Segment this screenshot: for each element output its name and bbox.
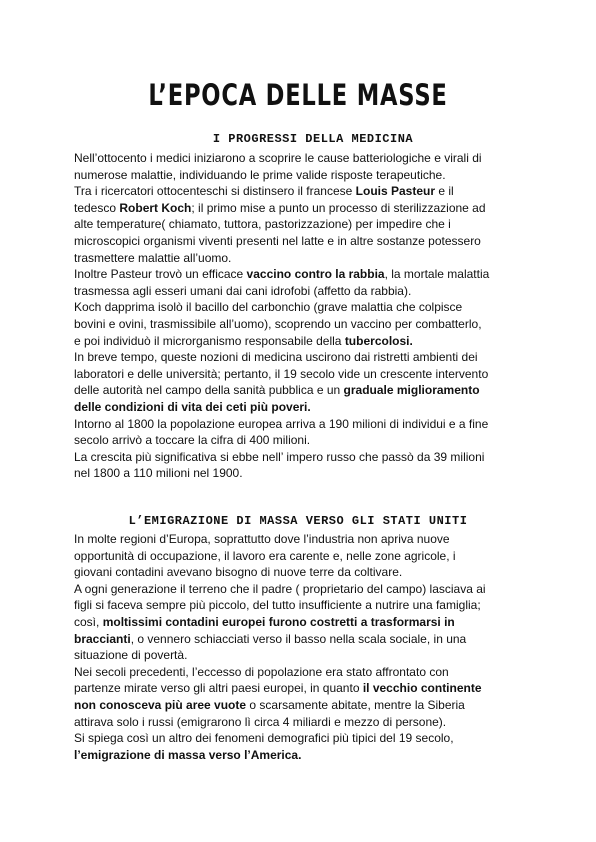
- text-run: Inoltre Pasteur trovò un efficace: [74, 267, 247, 282]
- text-run: Nei secoli precedenti, l’eccesso di popolazione era stato affrontato con: [74, 664, 449, 679]
- text-run: numerose malattie, individuando le prime valide risposte terapeutiche.: [74, 167, 446, 182]
- text-run: In molte regioni d’Europa, soprattutto dove l’industria non apriva nuove: [74, 532, 450, 546]
- section-body-medicina: [74, 150, 534, 482]
- text-line: [74, 697, 534, 714]
- text-run: , la mortale malattia: [384, 267, 490, 282]
- text-line: [74, 299, 534, 316]
- text-line: [74, 150, 534, 167]
- section-heading-medicina: I PROGRESSI DELLA MEDICINA: [212, 132, 414, 146]
- bold-text-run: moltissimi contadini europei furono costretti a trasformarsi in: [102, 614, 455, 629]
- text-line: [74, 531, 534, 548]
- text-run: bovini e ovini, trasmissibile all’uomo), scoprendo un vaccino per combatterlo,: [74, 316, 482, 331]
- text-line: [74, 631, 534, 648]
- text-run: In breve tempo, queste nozioni di medicina uscirono dai ristretti ambienti dei: [74, 350, 478, 365]
- text-line: [74, 216, 534, 233]
- text-run: delle autorità nel campo della sanità pubblica e un: [74, 383, 344, 398]
- text-run: tedesco: [74, 200, 120, 215]
- text-run: Intorno al 1800 la popolazione europea arriva a 190 milioni di individui e a fine: [74, 416, 489, 431]
- text-run: figli si faceva sempre più piccolo, del tutto insufficiente a nutrire una famiglia;: [74, 598, 481, 613]
- text-run: trasmessa agli esseri umani dai cani idrofobi (affetto da rabbia).: [74, 283, 412, 298]
- text-line: [74, 597, 534, 614]
- bold-text-run: Robert Koch: [119, 200, 192, 215]
- text-line: [74, 349, 534, 366]
- bold-text-run: non conosceva più aree vuote: [74, 697, 247, 712]
- text-run: giovani contadini avevano bisogno di nuove terre da coltivare.: [74, 565, 403, 580]
- text-line: [74, 714, 534, 731]
- text-run: o scarsamente abitate, mentre la Siberia: [246, 697, 465, 712]
- text-line: [74, 747, 534, 764]
- text-run: opportunità di occupazione, il lavoro era carente e, nelle zone agricole, i: [74, 548, 456, 563]
- text-run: trasmettere malattie all’uomo.: [74, 250, 232, 265]
- text-run: La crescita più significativa si ebbe nell’ impero russo che passò da 39 milioni: [74, 449, 485, 464]
- bold-text-run: l’emigrazione di massa verso l’America.: [74, 747, 302, 762]
- text-run: così,: [74, 614, 103, 629]
- bold-text-run: graduale miglioramento: [343, 383, 480, 398]
- text-line: [74, 283, 534, 300]
- text-line: [74, 680, 534, 697]
- text-run: Si spiega così un altro dei fenomeni demografici più tipici del 19 secolo,: [74, 731, 454, 746]
- text-line: [74, 233, 534, 250]
- page-title: L’EPOCA DELLE MASSE: [148, 78, 448, 112]
- text-run: nel 1800 a 110 milioni nel 1900.: [74, 466, 243, 481]
- text-run: Koch dapprima isolò il bacillo del carbonchio (grave malattia che colpisce: [74, 300, 463, 315]
- text-line: [74, 250, 534, 267]
- bold-text-run: Louis Pasteur: [355, 184, 436, 199]
- text-line: [74, 465, 534, 482]
- text-line: [74, 266, 534, 283]
- text-run: , o vennero schiacciati verso il basso nella scala sociale, in una: [130, 631, 467, 646]
- bold-text-run: delle condizioni di vita dei ceti più poveri.: [74, 399, 311, 414]
- text-line: [74, 614, 534, 631]
- text-line: [74, 366, 534, 383]
- text-run: situazione di povertà.: [74, 648, 188, 663]
- text-line: [74, 564, 534, 581]
- text-line: [74, 382, 534, 399]
- text-line: [74, 333, 534, 350]
- bold-text-run: braccianti: [74, 631, 131, 646]
- text-run: secolo arrivò a toccare la cifra di 400 milioni.: [74, 433, 311, 448]
- text-line: [74, 167, 534, 184]
- text-run: A ogni generazione il terreno che il padre ( proprietario del campo) lasciava ai: [74, 581, 486, 596]
- text-line: [74, 183, 534, 200]
- text-line: [74, 449, 534, 466]
- section-body-emigrazione: [74, 531, 534, 763]
- text-run: microscopici organismi viventi presenti nel latte e in altre sostanze potessero: [74, 233, 481, 248]
- text-run: Nell’ottocento i medici iniziarono a scoprire le cause batteriologiche e virali di: [74, 151, 482, 165]
- text-run: e il: [435, 184, 454, 199]
- text-run: e poi individuò il microrganismo responsabile della: [74, 333, 345, 348]
- text-line: [74, 200, 534, 217]
- text-line: [74, 548, 534, 565]
- text-run: partenze mirate verso gli altri paesi europei, in quanto: [74, 681, 363, 696]
- text-line: [74, 730, 534, 747]
- text-line: [74, 664, 534, 681]
- text-line: [74, 581, 534, 598]
- bold-text-run: tubercolosi.: [344, 333, 413, 348]
- text-run: Tra i ricercatori ottocenteschi si distinsero il francese: [74, 184, 356, 199]
- text-line: [74, 399, 534, 416]
- text-run: laboratori e delle università; pertanto, il 19 secolo vide un crescente intervento: [74, 366, 489, 381]
- bold-text-run: vaccino contro la rabbia: [246, 267, 385, 282]
- text-run: attirava solo i russi (emigrarono lì circa 4 miliardi e mezzo di persone).: [74, 714, 447, 729]
- text-run: alte temperature( chiamato, tuttora, pastorizzazione) per impedire che i: [74, 217, 451, 232]
- text-line: [74, 316, 534, 333]
- text-line: [74, 647, 534, 664]
- text-line: [74, 432, 534, 449]
- section-heading-emigrazione: L’EMIGRAZIONE DI MASSA VERSO GLI STATI UNITI: [128, 514, 468, 528]
- bold-text-run: il vecchio continente: [362, 681, 482, 696]
- text-line: [74, 416, 534, 433]
- text-run: ; il primo mise a punto un processo di sterilizzazione ad: [191, 200, 486, 215]
